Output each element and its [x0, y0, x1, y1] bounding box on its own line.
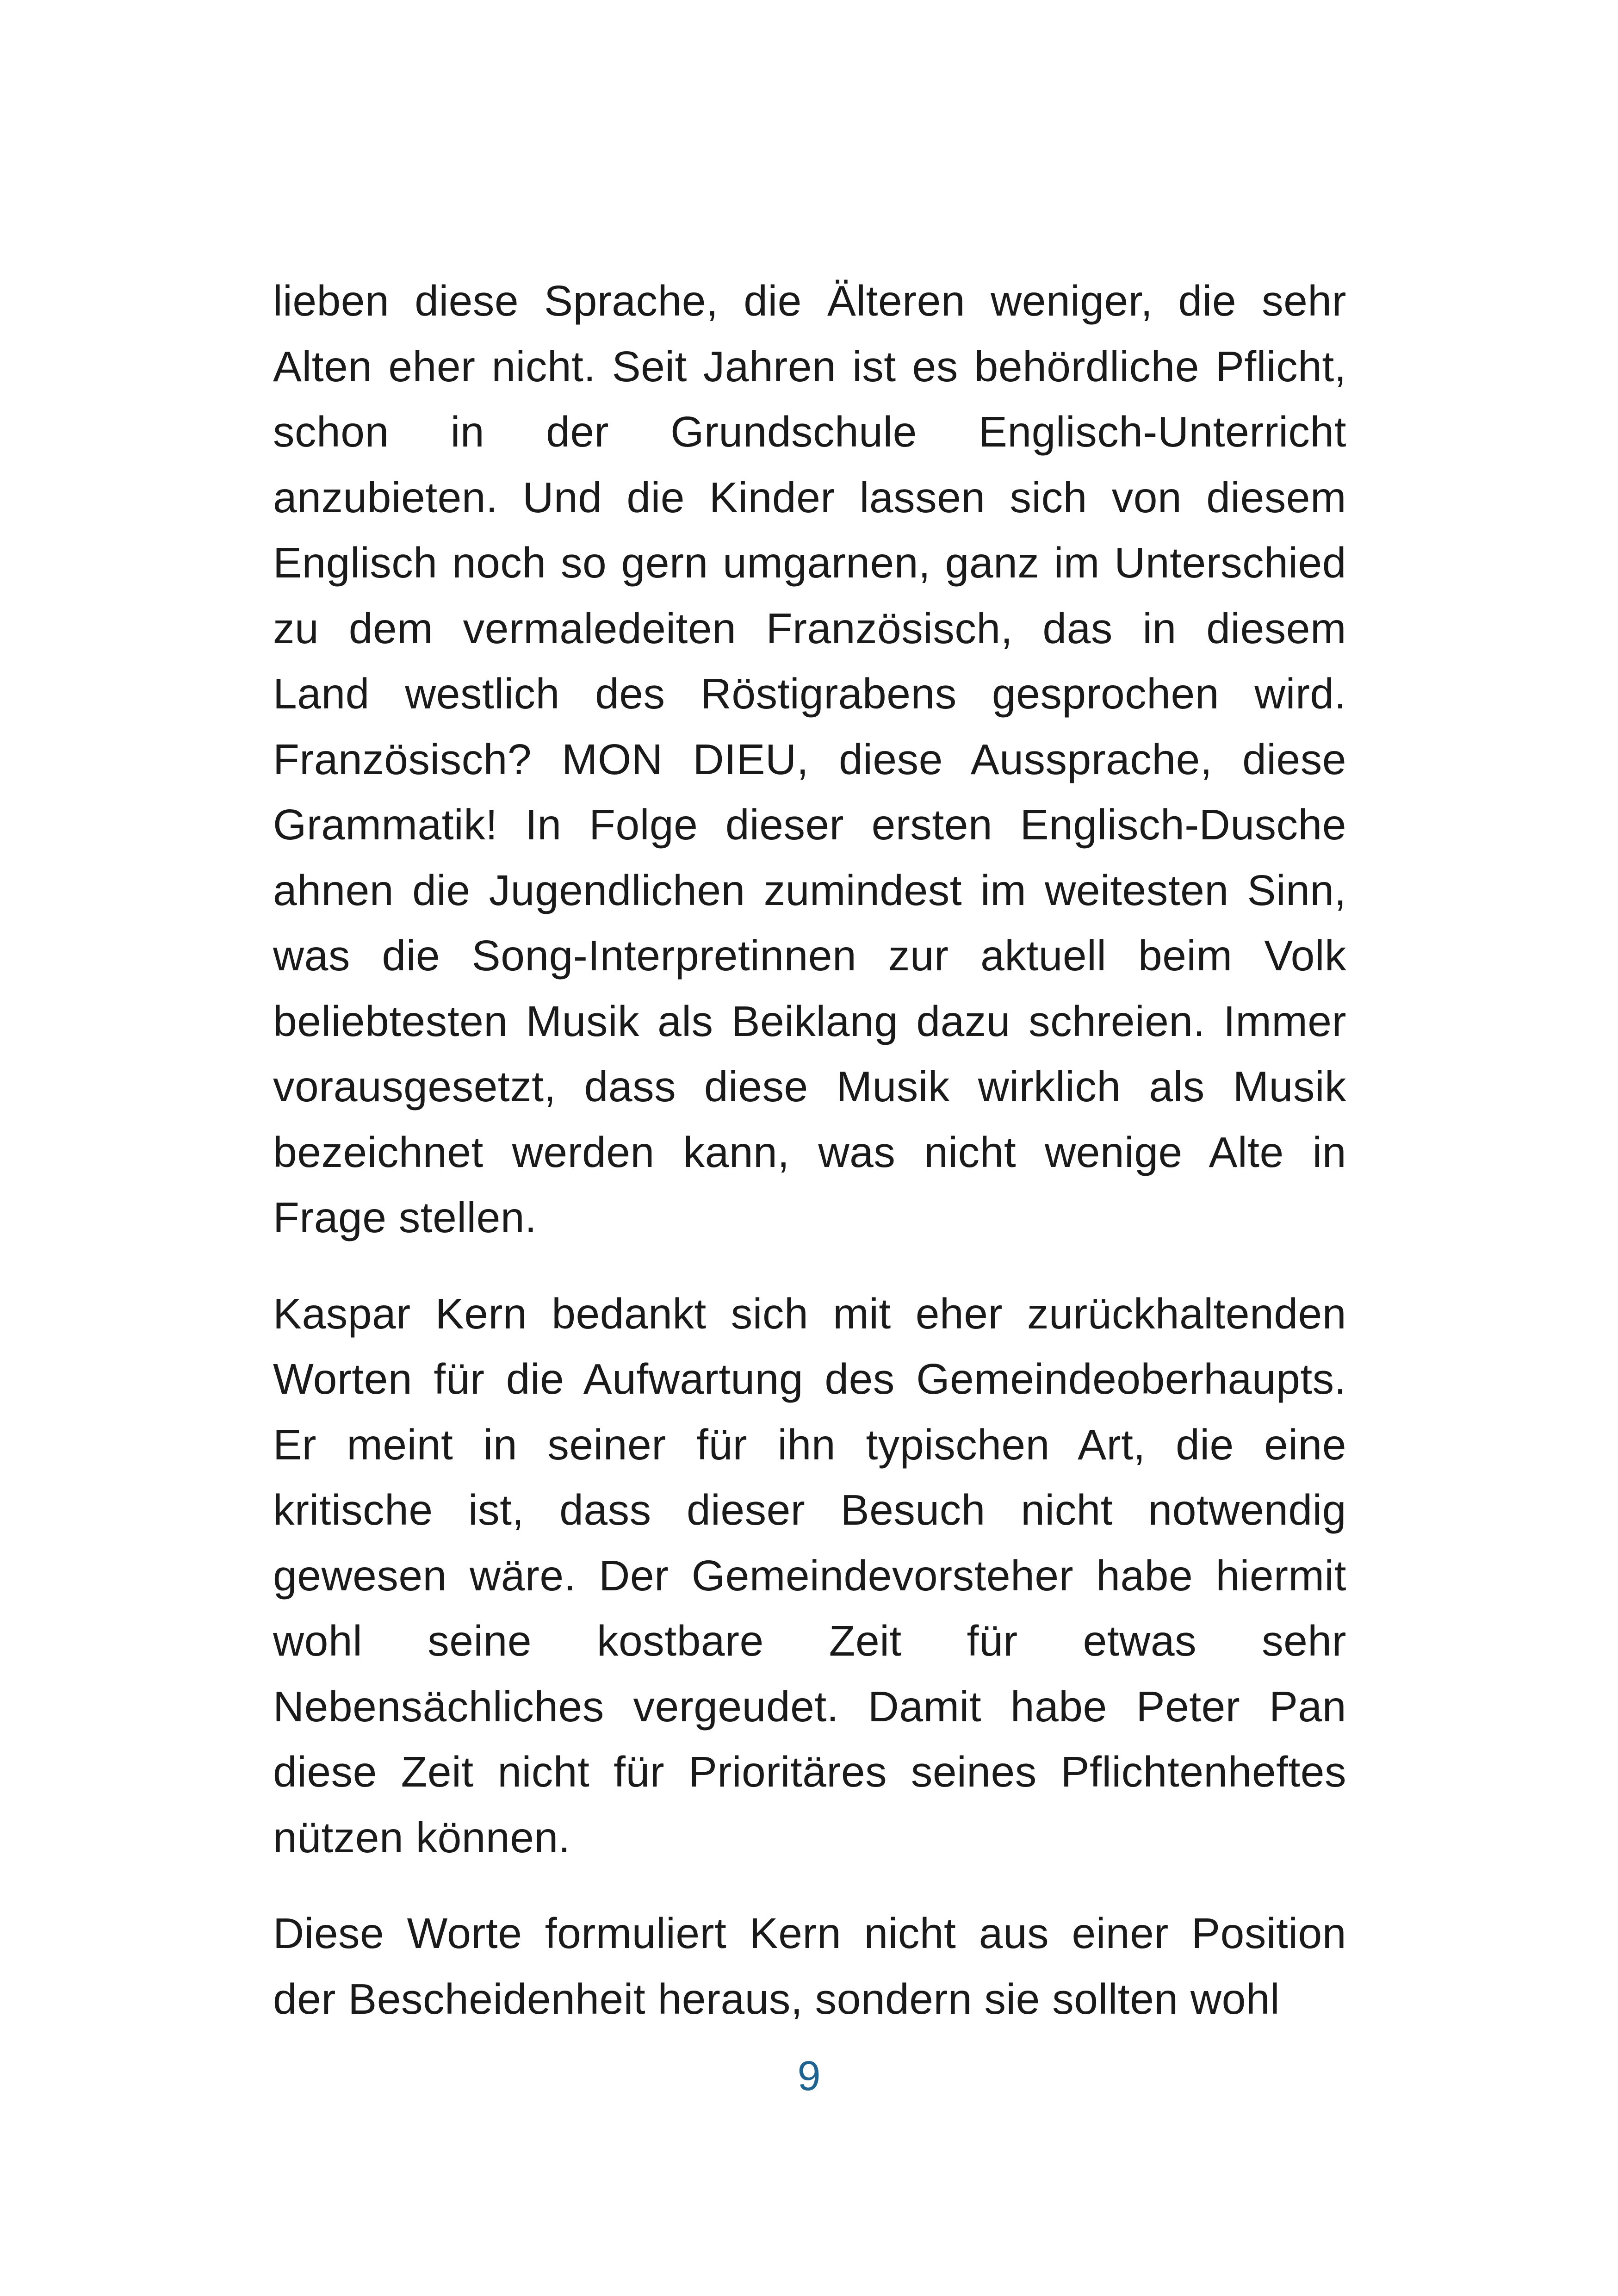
paragraph-2: Kaspar Kern bedankt sich mit eher zurückhaltenden Worten für die Aufwartung des Gemeindeoberhaupts. Er meint in seiner für ihn typischen Art, die eine kritische ist, dass dieser Besuch nicht notwendig gewesen wäre. Der Gemeindevorsteher habe hiermit wohl seine kostbare Zeit für etwas sehr Nebensächliches vergeudet. Damit habe Peter Pan diese Zeit nicht für Prioritäres seines Pflichtenheftes nützen können. [273, 1289, 1346, 1862]
body-text [273, 268, 1346, 2032]
paragraph-3: Diese Worte formuliert Kern nicht aus einer Position der Bescheidenheit heraus, sondern sie sollten wohl [273, 1909, 1346, 2023]
page-number: 9 [797, 2053, 821, 2099]
paragraph-1: lieben diese Sprache, die Älteren weniger, die sehr Alten eher nicht. Seit Jahren ist es behördliche Pflicht, schon in der Grundschule Englisch-Unterricht anzubieten. Und die Kinder lassen sich von diesem Englisch noch so gern umgarnen, ganz im Unterschied zu dem vermaledeiten Französisch, das in diesem Land westlich des Röstigrabens gesprochen wird. Französisch? MON DIEU, diese Aussprache, diese Grammatik! In Folge dieser ersten Englisch-Dusche ahnen die Jugendlichen zumindest im weitesten Sinn, was die Song-Interpretinnen zur aktuell beim Volk beliebtesten Musik als Beiklang dazu schreien. Immer vorausgesetzt, dass diese Musik wirklich als Musik bezeichnet werden kann, was nicht wenige Alte in Frage stellen. [273, 277, 1346, 1241]
